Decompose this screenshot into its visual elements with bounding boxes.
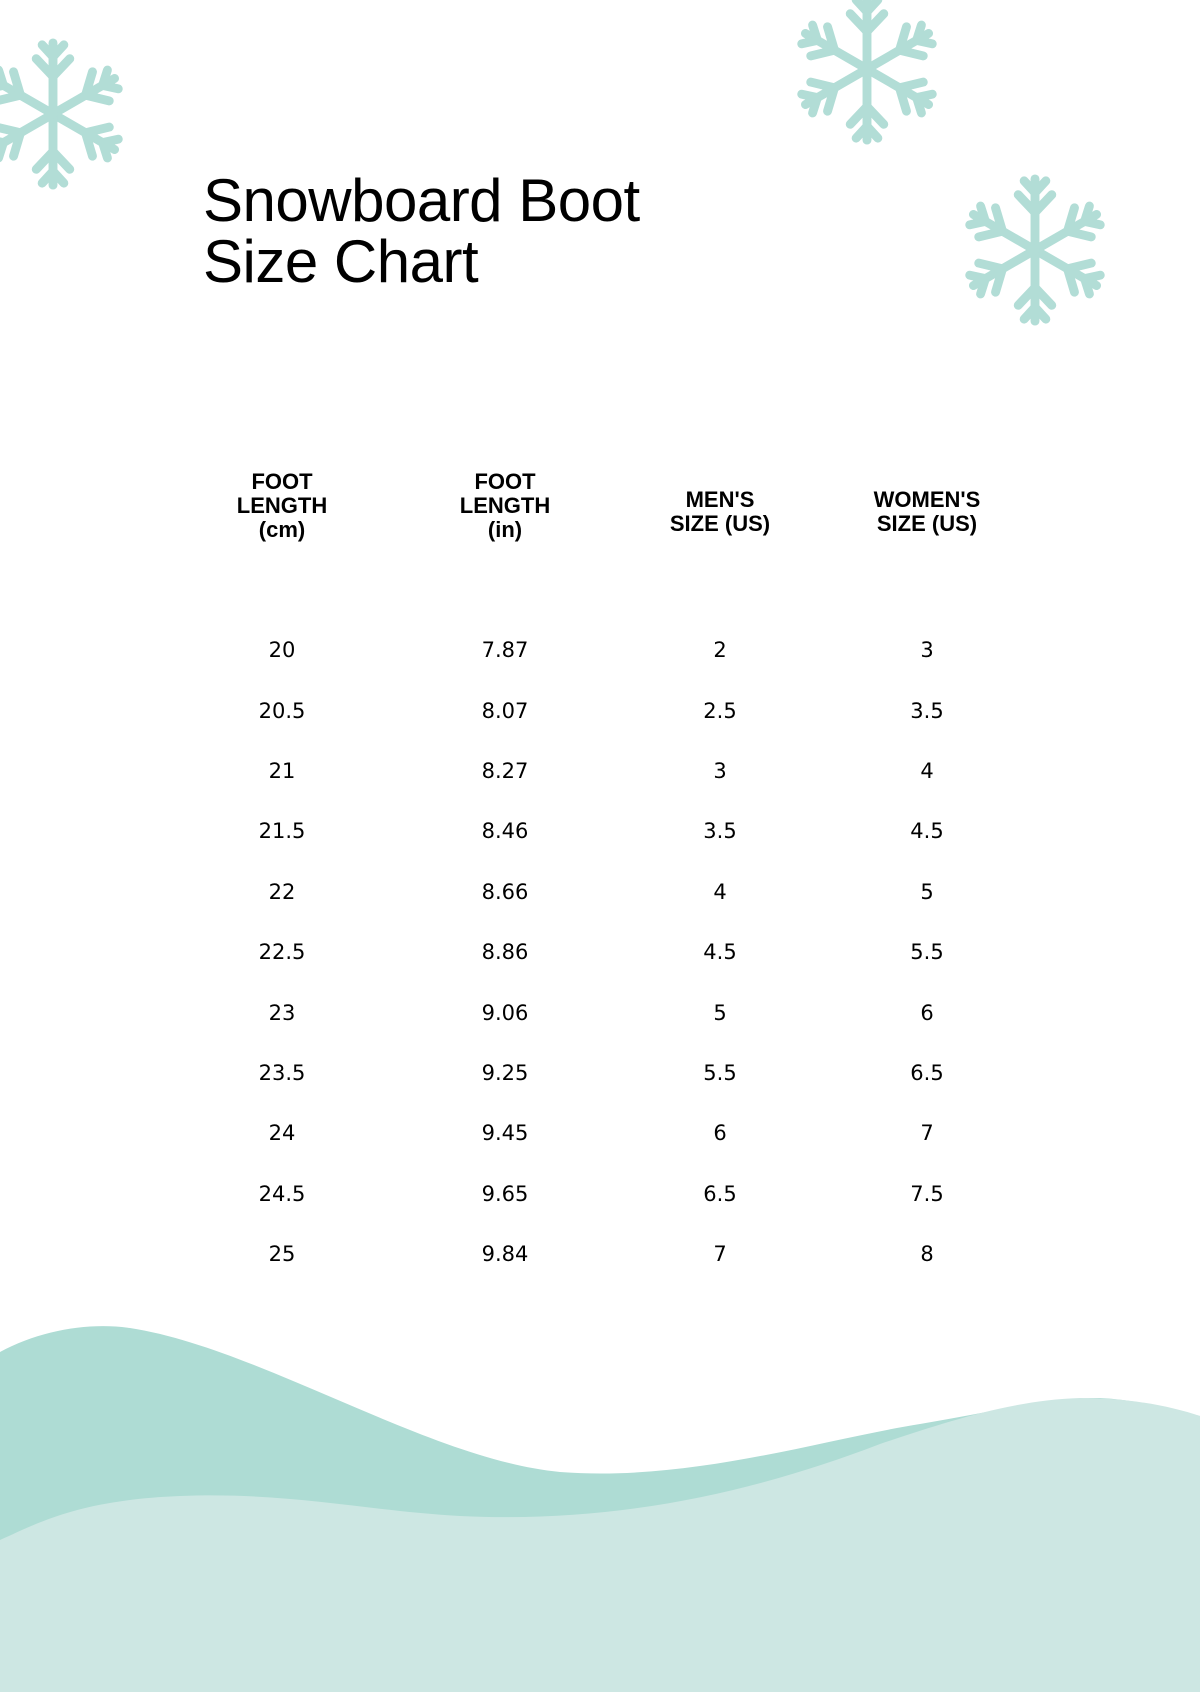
title-line-1: Snowboard Boot [203,167,640,234]
table-row [200,1224,1060,1284]
table-row [200,1164,1060,1224]
cell-womens-size: 5 [920,879,934,904]
cell-womens-size: 6 [920,1000,934,1025]
cell-foot-in: 7.87 [481,638,529,663]
cell-womens-size: 7 [920,1121,934,1146]
cell-mens-size: 4.5 [703,940,737,965]
header-line: (in) [487,517,523,542]
cell-mens-size: 2.5 [703,698,737,723]
cell-foot-in: 8.07 [481,698,529,723]
cell-foot-cm: 23.5 [258,1060,306,1085]
header-line: LENGTH [459,493,551,518]
cell-mens-size: 4 [713,879,727,904]
header-line: (cm) [258,517,306,542]
cell-foot-cm: 25 [268,1242,296,1267]
table-row [200,801,1060,861]
cell-mens-size: 6 [713,1121,727,1146]
snowflake-icon [788,0,946,148]
cell-foot-in: 9.45 [481,1121,529,1146]
table-header-row [200,470,1060,620]
header-mens-size [646,470,794,620]
table-row [200,680,1060,740]
header-foot-length-cm [200,470,364,620]
cell-foot-in: 9.84 [481,1242,529,1267]
header-line: FOOT [474,469,536,494]
table-row [200,1043,1060,1103]
title-line-2: Size Chart [203,228,479,295]
cell-womens-size: 8 [920,1242,934,1267]
cell-womens-size: 5.5 [910,940,944,965]
cell-foot-cm: 24.5 [258,1181,306,1206]
cell-foot-cm: 22 [268,879,296,904]
cell-mens-size: 7 [713,1242,727,1267]
table-row [200,862,1060,922]
cell-foot-in: 9.25 [481,1060,529,1085]
cell-womens-size: 3 [920,638,934,663]
cell-foot-in: 8.66 [481,879,529,904]
cell-foot-cm: 21.5 [258,819,306,844]
cell-womens-size: 4.5 [910,819,944,844]
cell-womens-size: 4 [920,758,934,783]
cell-mens-size: 5 [713,1000,727,1025]
table-row [200,1103,1060,1163]
table-row [200,620,1060,680]
cell-mens-size: 6.5 [703,1181,737,1206]
page-title [203,167,640,295]
header-line: SIZE (US) [669,511,771,536]
decorative-waves [0,1300,1200,1692]
header-foot-length-in [364,470,646,620]
cell-foot-cm: 23 [268,1000,296,1025]
table-row [200,922,1060,982]
cell-mens-size: 2 [713,638,727,663]
cell-foot-cm: 20.5 [258,698,306,723]
cell-foot-in: 8.27 [481,758,529,783]
cell-foot-in: 8.86 [481,940,529,965]
cell-mens-size: 3.5 [703,819,737,844]
table-row [200,741,1060,801]
cell-foot-in: 9.06 [481,1000,529,1025]
cell-foot-in: 9.65 [481,1181,529,1206]
header-line: FOOT [251,469,313,494]
cell-foot-cm: 22.5 [258,940,306,965]
cell-foot-in: 8.46 [481,819,529,844]
cell-foot-cm: 21 [268,758,296,783]
header-line: MEN'S [685,487,755,512]
header-line: WOMEN'S [873,487,981,512]
table-row [200,982,1060,1042]
cell-mens-size: 5.5 [703,1060,737,1085]
header-line: SIZE (US) [876,511,978,536]
cell-womens-size: 7.5 [910,1181,944,1206]
cell-foot-cm: 20 [268,638,296,663]
header-womens-size [794,470,1060,620]
cell-mens-size: 3 [713,758,727,783]
header-line: LENGTH [236,493,328,518]
cell-womens-size: 3.5 [910,698,944,723]
cell-foot-cm: 24 [268,1121,296,1146]
snowflake-icon [956,171,1114,329]
snowflake-icon [0,35,132,193]
size-table [200,470,1060,1284]
cell-womens-size: 6.5 [910,1060,944,1085]
